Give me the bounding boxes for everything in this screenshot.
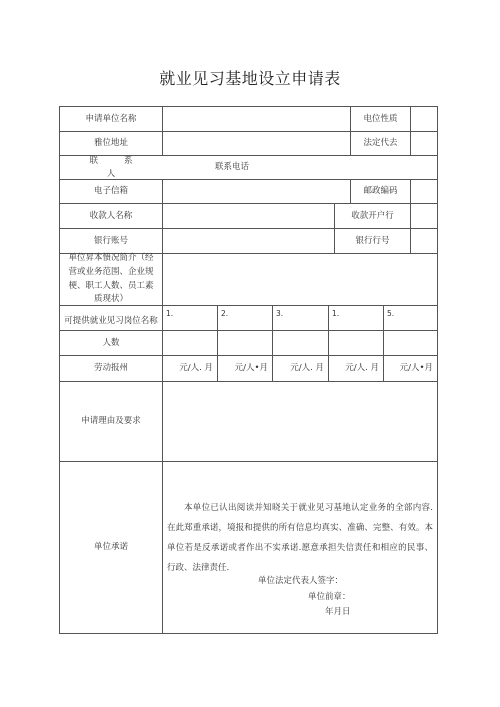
row-labor-pay (60, 355, 437, 381)
label-contact-person (60, 156, 162, 179)
seal-label[interactable]: 单位前章： (308, 592, 351, 602)
headcount-slot-3[interactable] (272, 331, 328, 355)
position-slot-1[interactable]: 1. (162, 306, 217, 330)
label-email: 电子信箱 (93, 186, 128, 197)
label-contact-phone: 联系电话 (214, 162, 249, 173)
date-label[interactable]: 年月日 (325, 607, 351, 617)
label-bank-code: 银行行号 (334, 229, 410, 253)
field-email[interactable] (162, 180, 350, 203)
label-bank-account: 银行账号 (93, 235, 128, 246)
row-applicant (60, 107, 437, 131)
row-contact (60, 155, 437, 179)
headcount-slot-2[interactable] (217, 331, 272, 355)
signature-label[interactable]: 单位法定代表人签字： (258, 576, 344, 586)
row-commitment (60, 461, 437, 633)
pay-slot-1[interactable]: 元/人. 月 (162, 356, 217, 381)
row-headcount (60, 330, 437, 355)
commitment-panel (162, 462, 437, 633)
form-title: 就业见习基地设立申请表 (159, 69, 341, 88)
label-postal-code: 邮政编码 (350, 180, 410, 203)
row-positions (60, 305, 437, 330)
contact-person-text: 联系人 (89, 155, 159, 179)
row-bank (60, 228, 437, 253)
field-postal-code[interactable] (410, 180, 437, 203)
row-unit-intro (60, 253, 437, 305)
label-applicant-name: 申请单位名称 (85, 113, 137, 124)
label-headcount: 人数 (102, 337, 120, 348)
field-contact-person[interactable] (162, 156, 192, 179)
field-applicant-name[interactable] (162, 107, 350, 131)
field-unit-nature[interactable] (410, 107, 437, 131)
label-labor-pay: 劳动报州 (93, 363, 128, 374)
label-positions: 可提供就业见习岗位名称 (64, 316, 158, 327)
headcount-slot-1[interactable] (162, 331, 217, 355)
row-email (60, 179, 437, 203)
field-legal-rep[interactable] (410, 132, 437, 155)
pay-slot-3[interactable]: 元/人. 月 (272, 356, 328, 381)
field-unit-address[interactable] (162, 132, 350, 155)
label-payee-name: 收款人名称 (89, 210, 133, 221)
pay-slot-4[interactable]: 元/人. 月 (328, 356, 383, 381)
label-commitment: 单位承诺 (93, 542, 128, 553)
field-reason[interactable] (162, 382, 437, 461)
pay-slot-5[interactable]: 元/人•月 (383, 356, 437, 381)
headcount-slot-4[interactable] (328, 331, 383, 355)
commitment-text: 本单位已认出阅读并知晓关于就业见习基地认定业务的全部内容.在此郑重承诺，境报和提供的所有信息均真实、准确、完整、有效。本单位若是反承诺或者作出不实承诺.愿意承担失信责任和相应的民事、行政、法律责任. (167, 503, 433, 573)
label-reason: 申请理由及要求 (81, 416, 141, 427)
label-unit-nature: 电位性质 (350, 107, 410, 131)
field-bank-account[interactable] (162, 229, 334, 253)
pay-slot-2[interactable]: 元/人•月 (217, 356, 272, 381)
field-bank-code[interactable] (410, 229, 437, 253)
field-payee-bank[interactable] (410, 204, 437, 228)
position-slot-4[interactable]: 1. (328, 306, 383, 330)
position-slot-2[interactable]: 2. (217, 306, 272, 330)
row-reason (60, 381, 437, 461)
field-contact-phone[interactable] (272, 156, 437, 179)
position-slot-5[interactable]: 5. (383, 306, 437, 330)
application-form (59, 106, 438, 634)
label-unit-address: 雅位地址 (93, 138, 128, 149)
field-payee-name[interactable] (162, 204, 334, 228)
label-legal-rep: 法定代去 (350, 132, 410, 155)
headcount-slot-5[interactable] (383, 331, 437, 355)
row-address (60, 131, 437, 155)
label-unit-intro: 单位昇本愦况简介（经营或业务范围、企业规梗、职工人数、员工素质现状） (68, 253, 154, 305)
label-payee-bank: 收款开户行 (334, 204, 410, 228)
position-slot-3[interactable]: 3. (272, 306, 328, 330)
row-payee (60, 203, 437, 228)
field-unit-intro[interactable] (162, 254, 437, 305)
